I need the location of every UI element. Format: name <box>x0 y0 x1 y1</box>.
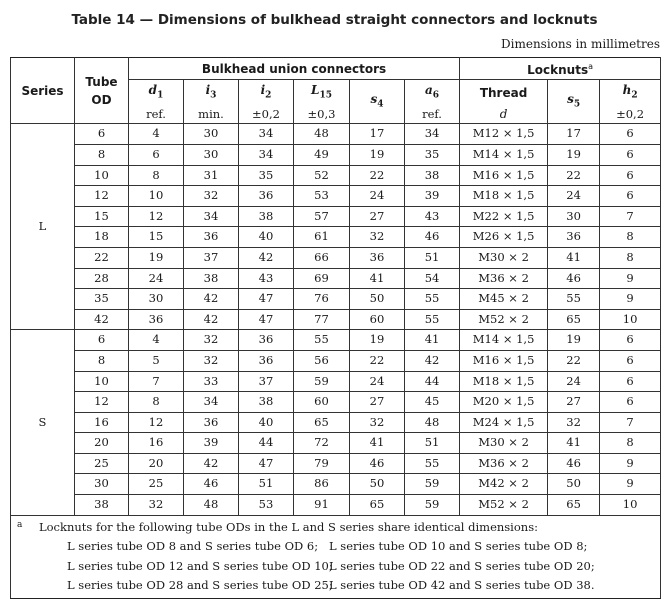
footnote-pairs <box>67 537 654 596</box>
cell: 46 <box>350 453 405 474</box>
cell: 24 <box>350 371 405 392</box>
cell: 54 <box>405 268 460 289</box>
cell: 37 <box>239 371 294 392</box>
series-label-L: L <box>11 124 75 330</box>
cell: 55 <box>405 453 460 474</box>
footnote-mark-ref: a <box>588 62 594 71</box>
cell: 50 <box>548 474 600 495</box>
cell: 24 <box>129 268 184 289</box>
table-row <box>11 144 661 165</box>
cell: 22 <box>350 165 405 186</box>
cell: 42 <box>184 309 239 330</box>
cell: 43 <box>239 268 294 289</box>
cell: 36 <box>129 309 184 330</box>
cell: 34 <box>239 124 294 145</box>
cell: 42 <box>184 453 239 474</box>
cell: 42 <box>184 289 239 310</box>
cell: 36 <box>239 186 294 207</box>
cell: 6 <box>75 330 129 351</box>
table-row <box>11 392 661 413</box>
header-col-d1-symbol: $d_1$ <box>148 83 164 101</box>
cell: 60 <box>350 309 405 330</box>
cell: 12 <box>129 206 184 227</box>
cell: 46 <box>548 453 600 474</box>
cell: 79 <box>294 453 350 474</box>
table-row <box>11 371 661 392</box>
cell: 38 <box>184 268 239 289</box>
units-note: Dimensions in millimetres <box>501 37 660 51</box>
cell: 36 <box>184 227 239 248</box>
header-col-i2 <box>239 80 294 107</box>
header-col-i3-symbol: $i_3$ <box>205 83 217 101</box>
cell: 41 <box>405 330 460 351</box>
header-group-locknuts-label: Locknuts <box>527 63 589 77</box>
cell: M36 × 2 <box>460 453 548 474</box>
footnote-pair: L series tube OD 22 and S series tube OD 20; <box>329 558 595 573</box>
header-col-h2-symbol: $h_2$ <box>622 83 638 101</box>
header-col-s4 <box>350 80 405 124</box>
header-col-h2-subscript: 2 <box>631 90 638 101</box>
header-col-i2-subscript: 2 <box>265 90 272 101</box>
cell: 12 <box>75 392 129 413</box>
header-series: Series <box>11 58 75 124</box>
cell: 7 <box>600 412 661 433</box>
cell: 32 <box>184 350 239 371</box>
table-row <box>11 453 661 474</box>
cell: 55 <box>405 309 460 330</box>
cell: 32 <box>350 412 405 433</box>
cell: 35 <box>75 289 129 310</box>
cell: 36 <box>239 330 294 351</box>
cell: 39 <box>184 433 239 454</box>
header-col-L15 <box>294 80 350 107</box>
cell: 59 <box>405 495 460 516</box>
table-row <box>11 433 661 454</box>
header-col-s4-subscript: 4 <box>377 98 384 109</box>
cell: 55 <box>405 289 460 310</box>
cell: M45 × 2 <box>460 289 548 310</box>
cell: 48 <box>294 124 350 145</box>
cell: 91 <box>294 495 350 516</box>
header-thread-symbol-symbol: d <box>499 107 508 122</box>
series-label-S: S <box>11 330 75 515</box>
cell: 34 <box>239 144 294 165</box>
cell: 6 <box>600 124 661 145</box>
cell: 86 <box>294 474 350 495</box>
cell: 65 <box>548 309 600 330</box>
cell: 6 <box>600 186 661 207</box>
header-note-i3: min. <box>184 106 239 124</box>
cell: 8 <box>129 165 184 186</box>
cell: 51 <box>405 247 460 268</box>
cell: 22 <box>548 350 600 371</box>
cell: 16 <box>75 412 129 433</box>
cell: 48 <box>184 495 239 516</box>
cell: 19 <box>129 247 184 268</box>
cell: 9 <box>600 474 661 495</box>
cell: 46 <box>548 268 600 289</box>
cell: 34 <box>405 124 460 145</box>
cell: M16 × 1,5 <box>460 350 548 371</box>
cell: 59 <box>405 474 460 495</box>
footnote-mark: a <box>17 519 23 530</box>
cell: 8 <box>75 350 129 371</box>
cell: 30 <box>548 206 600 227</box>
cell: 30 <box>184 144 239 165</box>
footnote <box>11 515 661 598</box>
cell: 6 <box>600 392 661 413</box>
cell: 15 <box>75 206 129 227</box>
cell: 30 <box>75 474 129 495</box>
cell: 10 <box>600 309 661 330</box>
cell: 53 <box>239 495 294 516</box>
header-group-locknuts <box>460 58 661 80</box>
header-col-i3-subscript: 3 <box>210 90 217 101</box>
cell: M30 × 2 <box>460 247 548 268</box>
cell: 5 <box>129 350 184 371</box>
cell: 8 <box>600 247 661 268</box>
cell: 22 <box>350 350 405 371</box>
cell: 38 <box>405 165 460 186</box>
header-thread: Thread <box>460 80 548 107</box>
cell: 56 <box>294 350 350 371</box>
header-note-a6: ref. <box>405 106 460 124</box>
cell: 32 <box>184 186 239 207</box>
cell: 44 <box>239 433 294 454</box>
cell: 4 <box>129 124 184 145</box>
cell: 8 <box>129 392 184 413</box>
cell: 7 <box>129 371 184 392</box>
cell: 12 <box>129 412 184 433</box>
cell: 65 <box>294 412 350 433</box>
cell: 10 <box>600 495 661 516</box>
cell: 34 <box>184 206 239 227</box>
cell: 34 <box>184 392 239 413</box>
cell: 59 <box>294 371 350 392</box>
cell: 38 <box>75 495 129 516</box>
cell: 15 <box>129 227 184 248</box>
cell: 6 <box>129 144 184 165</box>
cell: 30 <box>129 289 184 310</box>
cell: 50 <box>350 474 405 495</box>
cell: 19 <box>548 330 600 351</box>
header-col-a6-symbol: $a_6$ <box>425 83 440 101</box>
cell: 42 <box>239 247 294 268</box>
cell: 28 <box>75 268 129 289</box>
header-col-a6-subscript: 6 <box>432 90 440 101</box>
header-tube-od-line2: OD <box>91 92 112 107</box>
cell: M18 × 1,5 <box>460 186 548 207</box>
cell: 30 <box>184 124 239 145</box>
cell: 27 <box>350 206 405 227</box>
header-tube-od <box>75 58 129 124</box>
cell: 65 <box>350 495 405 516</box>
cell: 16 <box>129 433 184 454</box>
cell: 32 <box>129 495 184 516</box>
cell: 32 <box>548 412 600 433</box>
cell: 47 <box>239 453 294 474</box>
cell: 8 <box>75 144 129 165</box>
cell: 46 <box>184 474 239 495</box>
cell: 61 <box>294 227 350 248</box>
header-col-d1-subscript: 1 <box>157 90 164 101</box>
cell: 55 <box>294 330 350 351</box>
footnote-text: Locknuts for the following tube ODs in the L and S series share identical dimensions: <box>39 519 538 534</box>
cell: 36 <box>548 227 600 248</box>
cell: 40 <box>239 227 294 248</box>
cell: 6 <box>600 330 661 351</box>
cell: 27 <box>548 392 600 413</box>
cell: 9 <box>600 289 661 310</box>
cell: M22 × 1,5 <box>460 206 548 227</box>
header-note-d1: ref. <box>129 106 184 124</box>
table-row <box>11 330 661 351</box>
cell: 51 <box>239 474 294 495</box>
cell: 24 <box>548 186 600 207</box>
cell: 8 <box>600 433 661 454</box>
cell: 25 <box>75 453 129 474</box>
cell: 35 <box>239 165 294 186</box>
cell: 42 <box>405 350 460 371</box>
cell: 45 <box>405 392 460 413</box>
cell: 77 <box>294 309 350 330</box>
table-row <box>11 227 661 248</box>
cell: M30 × 2 <box>460 433 548 454</box>
cell: 50 <box>350 289 405 310</box>
footnote-pair: L series tube OD 10 and S series tube OD 8; <box>329 539 588 554</box>
cell: 69 <box>294 268 350 289</box>
cell: 60 <box>294 392 350 413</box>
cell: M18 × 1,5 <box>460 371 548 392</box>
cell: 41 <box>548 433 600 454</box>
cell: 6 <box>600 144 661 165</box>
table-row <box>11 165 661 186</box>
header-col-a6 <box>405 80 460 107</box>
cell: 47 <box>239 309 294 330</box>
cell: M20 × 1,5 <box>460 392 548 413</box>
dimensions-table <box>10 57 661 599</box>
cell: 66 <box>294 247 350 268</box>
cell: 47 <box>239 289 294 310</box>
table-row <box>11 412 661 433</box>
table-row <box>11 350 661 371</box>
cell: 27 <box>350 392 405 413</box>
cell: 48 <box>405 412 460 433</box>
cell: 43 <box>405 206 460 227</box>
header-note-L15: ±0,3 <box>294 106 350 124</box>
header-note-h2: ±0,2 <box>600 106 661 124</box>
cell: 49 <box>294 144 350 165</box>
cell: M14 × 1,5 <box>460 144 548 165</box>
cell: M16 × 1,5 <box>460 165 548 186</box>
cell: 39 <box>405 186 460 207</box>
cell: 72 <box>294 433 350 454</box>
cell: 33 <box>184 371 239 392</box>
table-row <box>11 474 661 495</box>
header-tube-od-line1: Tube <box>85 74 118 89</box>
header-col-s5-subscript: 5 <box>573 98 581 109</box>
cell: 42 <box>75 309 129 330</box>
cell: 9 <box>600 268 661 289</box>
cell: 6 <box>75 124 129 145</box>
header-col-d1 <box>129 80 184 107</box>
cell: 36 <box>350 247 405 268</box>
cell: M14 × 1,5 <box>460 330 548 351</box>
cell: 38 <box>239 392 294 413</box>
header-group-bulkhead: Bulkhead union connectors <box>129 58 460 80</box>
cell: 20 <box>75 433 129 454</box>
cell: M26 × 1,5 <box>460 227 548 248</box>
cell: 46 <box>405 227 460 248</box>
cell: 6 <box>600 350 661 371</box>
cell: 35 <box>405 144 460 165</box>
cell: 8 <box>600 227 661 248</box>
header-col-h2 <box>600 80 661 107</box>
footnote-pair: L series tube OD 42 and S series tube OD 38. <box>329 578 595 593</box>
cell: 19 <box>350 330 405 351</box>
footnote-pair: L series tube OD 12 and S series tube OD 10; <box>67 558 333 573</box>
cell: 10 <box>75 371 129 392</box>
cell: M42 × 2 <box>460 474 548 495</box>
table-row <box>11 247 661 268</box>
header-col-i3 <box>184 80 239 107</box>
header-col-L15-symbol: $L_{15}$ <box>311 83 332 101</box>
header-col-L15-subscript: 15 <box>319 90 332 101</box>
table-row <box>11 124 661 145</box>
footnote-pair: L series tube OD 8 and S series tube OD 6; <box>67 539 319 554</box>
cell: 44 <box>405 371 460 392</box>
cell: 65 <box>548 495 600 516</box>
cell: 6 <box>600 371 661 392</box>
header-col-s5 <box>548 80 600 124</box>
cell: 19 <box>350 144 405 165</box>
cell: 31 <box>184 165 239 186</box>
cell: 40 <box>239 412 294 433</box>
cell: 55 <box>548 289 600 310</box>
cell: 38 <box>239 206 294 227</box>
table-row <box>11 206 661 227</box>
cell: 52 <box>294 165 350 186</box>
cell: 17 <box>350 124 405 145</box>
table-row <box>11 289 661 310</box>
cell: 32 <box>184 330 239 351</box>
cell: 57 <box>294 206 350 227</box>
table-row <box>11 309 661 330</box>
cell: 51 <box>405 433 460 454</box>
cell: 41 <box>350 268 405 289</box>
table-row <box>11 268 661 289</box>
table-row <box>11 495 661 516</box>
cell: M24 × 1,5 <box>460 412 548 433</box>
cell: M52 × 2 <box>460 309 548 330</box>
header-col-s5-symbol: $s_5$ <box>567 91 581 109</box>
cell: 53 <box>294 186 350 207</box>
cell: 7 <box>600 206 661 227</box>
cell: 22 <box>548 165 600 186</box>
cell: 17 <box>548 124 600 145</box>
cell: 10 <box>129 186 184 207</box>
cell: 4 <box>129 330 184 351</box>
cell: 6 <box>600 165 661 186</box>
header-note-i2: ±0,2 <box>239 106 294 124</box>
cell: M12 × 1,5 <box>460 124 548 145</box>
cell: 37 <box>184 247 239 268</box>
cell: 12 <box>75 186 129 207</box>
header-thread-symbol <box>460 106 548 124</box>
cell: 24 <box>350 186 405 207</box>
cell: 32 <box>350 227 405 248</box>
header-col-i2-symbol: $i_2$ <box>260 83 272 101</box>
footnote-pair: L series tube OD 28 and S series tube OD 25; <box>67 578 333 593</box>
cell: 18 <box>75 227 129 248</box>
cell: 24 <box>548 371 600 392</box>
header-col-s4-symbol: $s_4$ <box>370 91 384 109</box>
table-row <box>11 186 661 207</box>
cell: 41 <box>350 433 405 454</box>
cell: M52 × 2 <box>460 495 548 516</box>
cell: 19 <box>548 144 600 165</box>
cell: 22 <box>75 247 129 268</box>
cell: 41 <box>548 247 600 268</box>
table-title: Table 14 — Dimensions of bulkhead straight connectors and locknuts <box>71 12 598 28</box>
cell: 25 <box>129 474 184 495</box>
cell: 9 <box>600 453 661 474</box>
cell: 36 <box>184 412 239 433</box>
cell: 36 <box>239 350 294 371</box>
cell: 76 <box>294 289 350 310</box>
cell: 20 <box>129 453 184 474</box>
cell: 10 <box>75 165 129 186</box>
cell: M36 × 2 <box>460 268 548 289</box>
